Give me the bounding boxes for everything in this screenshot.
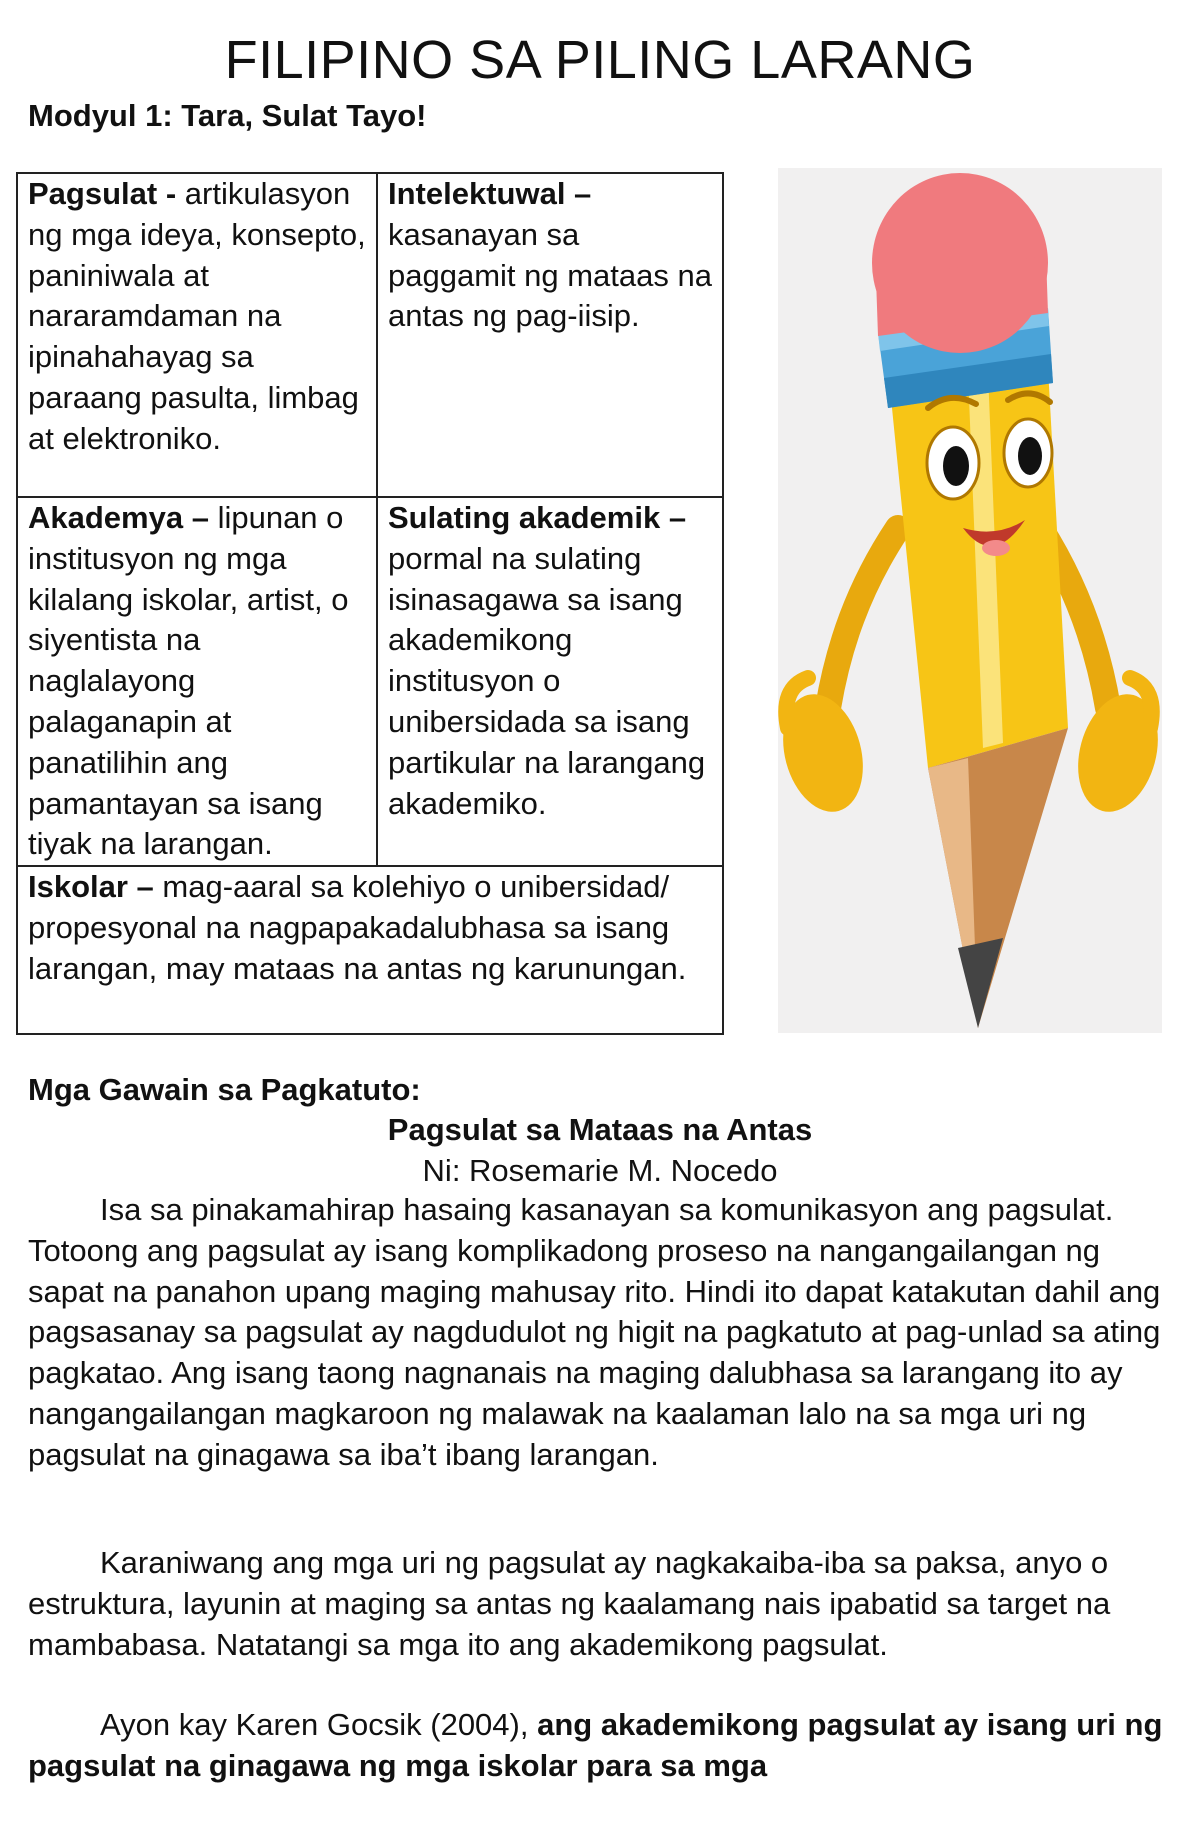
story-author: Ni: Rosemarie M. Nocedo bbox=[422, 1153, 778, 1188]
paragraph-3-bold: ang akademikong pagsulat ay isang uri ng pagsulat na ginagawa ng mga iskolar para sa mga bbox=[28, 1707, 1163, 1783]
definition-cell-akademya bbox=[17, 497, 377, 866]
activities-heading: Mga Gawain sa Pagkatuto: bbox=[28, 1072, 421, 1107]
definition-cell-intelektuwal bbox=[377, 173, 723, 497]
definition-cell-iskolar bbox=[17, 866, 723, 1034]
definition-term: Intelektuwal – bbox=[388, 176, 592, 211]
definition-cell-sulating-akademik bbox=[377, 497, 723, 866]
table-row bbox=[17, 866, 723, 1034]
pencil-character-icon bbox=[778, 168, 1162, 1033]
definition-term: Sulating akademik – bbox=[388, 500, 687, 535]
definition-text: pormal na sulating isinasagawa sa isang akademikong institusyon o unibersidada sa isang partikular na larangang akademiko. bbox=[388, 540, 706, 821]
paragraph-3 bbox=[28, 1705, 1168, 1787]
table-row bbox=[17, 497, 723, 866]
definition-term: Pagsulat - bbox=[28, 176, 177, 211]
definition-text: mag-aaral sa kolehiyo o unibersidad/ propesyonal na nagpapakadalubhasa sa isang larangan, may mataas na antas ng karunungan. bbox=[28, 869, 687, 986]
definition-text: artikulasyon ng mga ideya, konsepto, paniniwala at nararamdaman na ipinahahayag sa paraang pasulta, limbag at elektroniko. bbox=[28, 176, 366, 456]
page-title: FILIPINO SA PILING LARANG bbox=[224, 30, 976, 90]
paragraph-1: Isa sa pinakamahirap hasaing kasanayan sa komunikasyon ang pagsulat. Totoong ang pagsulat ay isang komplikadong proseso na nangangailangan ng sapat na panahon upang maging mahusay rito. Hindi ito dapat katakutan dahil ang pagsasanay sa pagsulat ay nagdudulot ng higit na pagkatuto at pag-unlad sa ating pagkatao. Ang isang taong nagnanais na maging dalubhasa sa larangang ito ay nangangailangan magkaroon ng malawak na kaalaman lalo na sa mga uri ng pagsulat na ginagawa sa iba’t ibang larangan. bbox=[28, 1192, 1161, 1472]
table-row bbox=[17, 173, 723, 497]
pencil-mascot-illustration bbox=[778, 168, 1162, 1033]
definition-text: lipunan o institusyon ng mga kilalang iskolar, artist, o siyentista na naglalayong palaganapin at panatilihin ang pamantayan sa isang tiyak na larangan. bbox=[28, 500, 349, 862]
definition-term: Iskolar – bbox=[28, 869, 154, 905]
paragraph-3-plain: Ayon kay Karen Gocsik (2004), bbox=[100, 1707, 538, 1742]
definitions-table bbox=[16, 172, 724, 1035]
definition-cell-pagsulat bbox=[17, 173, 377, 497]
definition-text: kasanayan sa paggamit ng mataas na antas ng pag-iisip. bbox=[388, 216, 712, 334]
paragraph-2: Karaniwang ang mga uri ng pagsulat ay nagkakaiba-iba sa paksa, anyo o estruktura, layunin at maging sa antas ng kaalamang nais ipabatid sa target na mambabasa. Natatangi sa mga ito ang akademikong pagsulat. bbox=[28, 1545, 1111, 1662]
story-title: Pagsulat sa Mataas na Antas bbox=[387, 1112, 813, 1147]
definition-term: Akademya – bbox=[28, 500, 209, 535]
module-subtitle: Modyul 1: Tara, Sulat Tayo! bbox=[28, 98, 427, 133]
